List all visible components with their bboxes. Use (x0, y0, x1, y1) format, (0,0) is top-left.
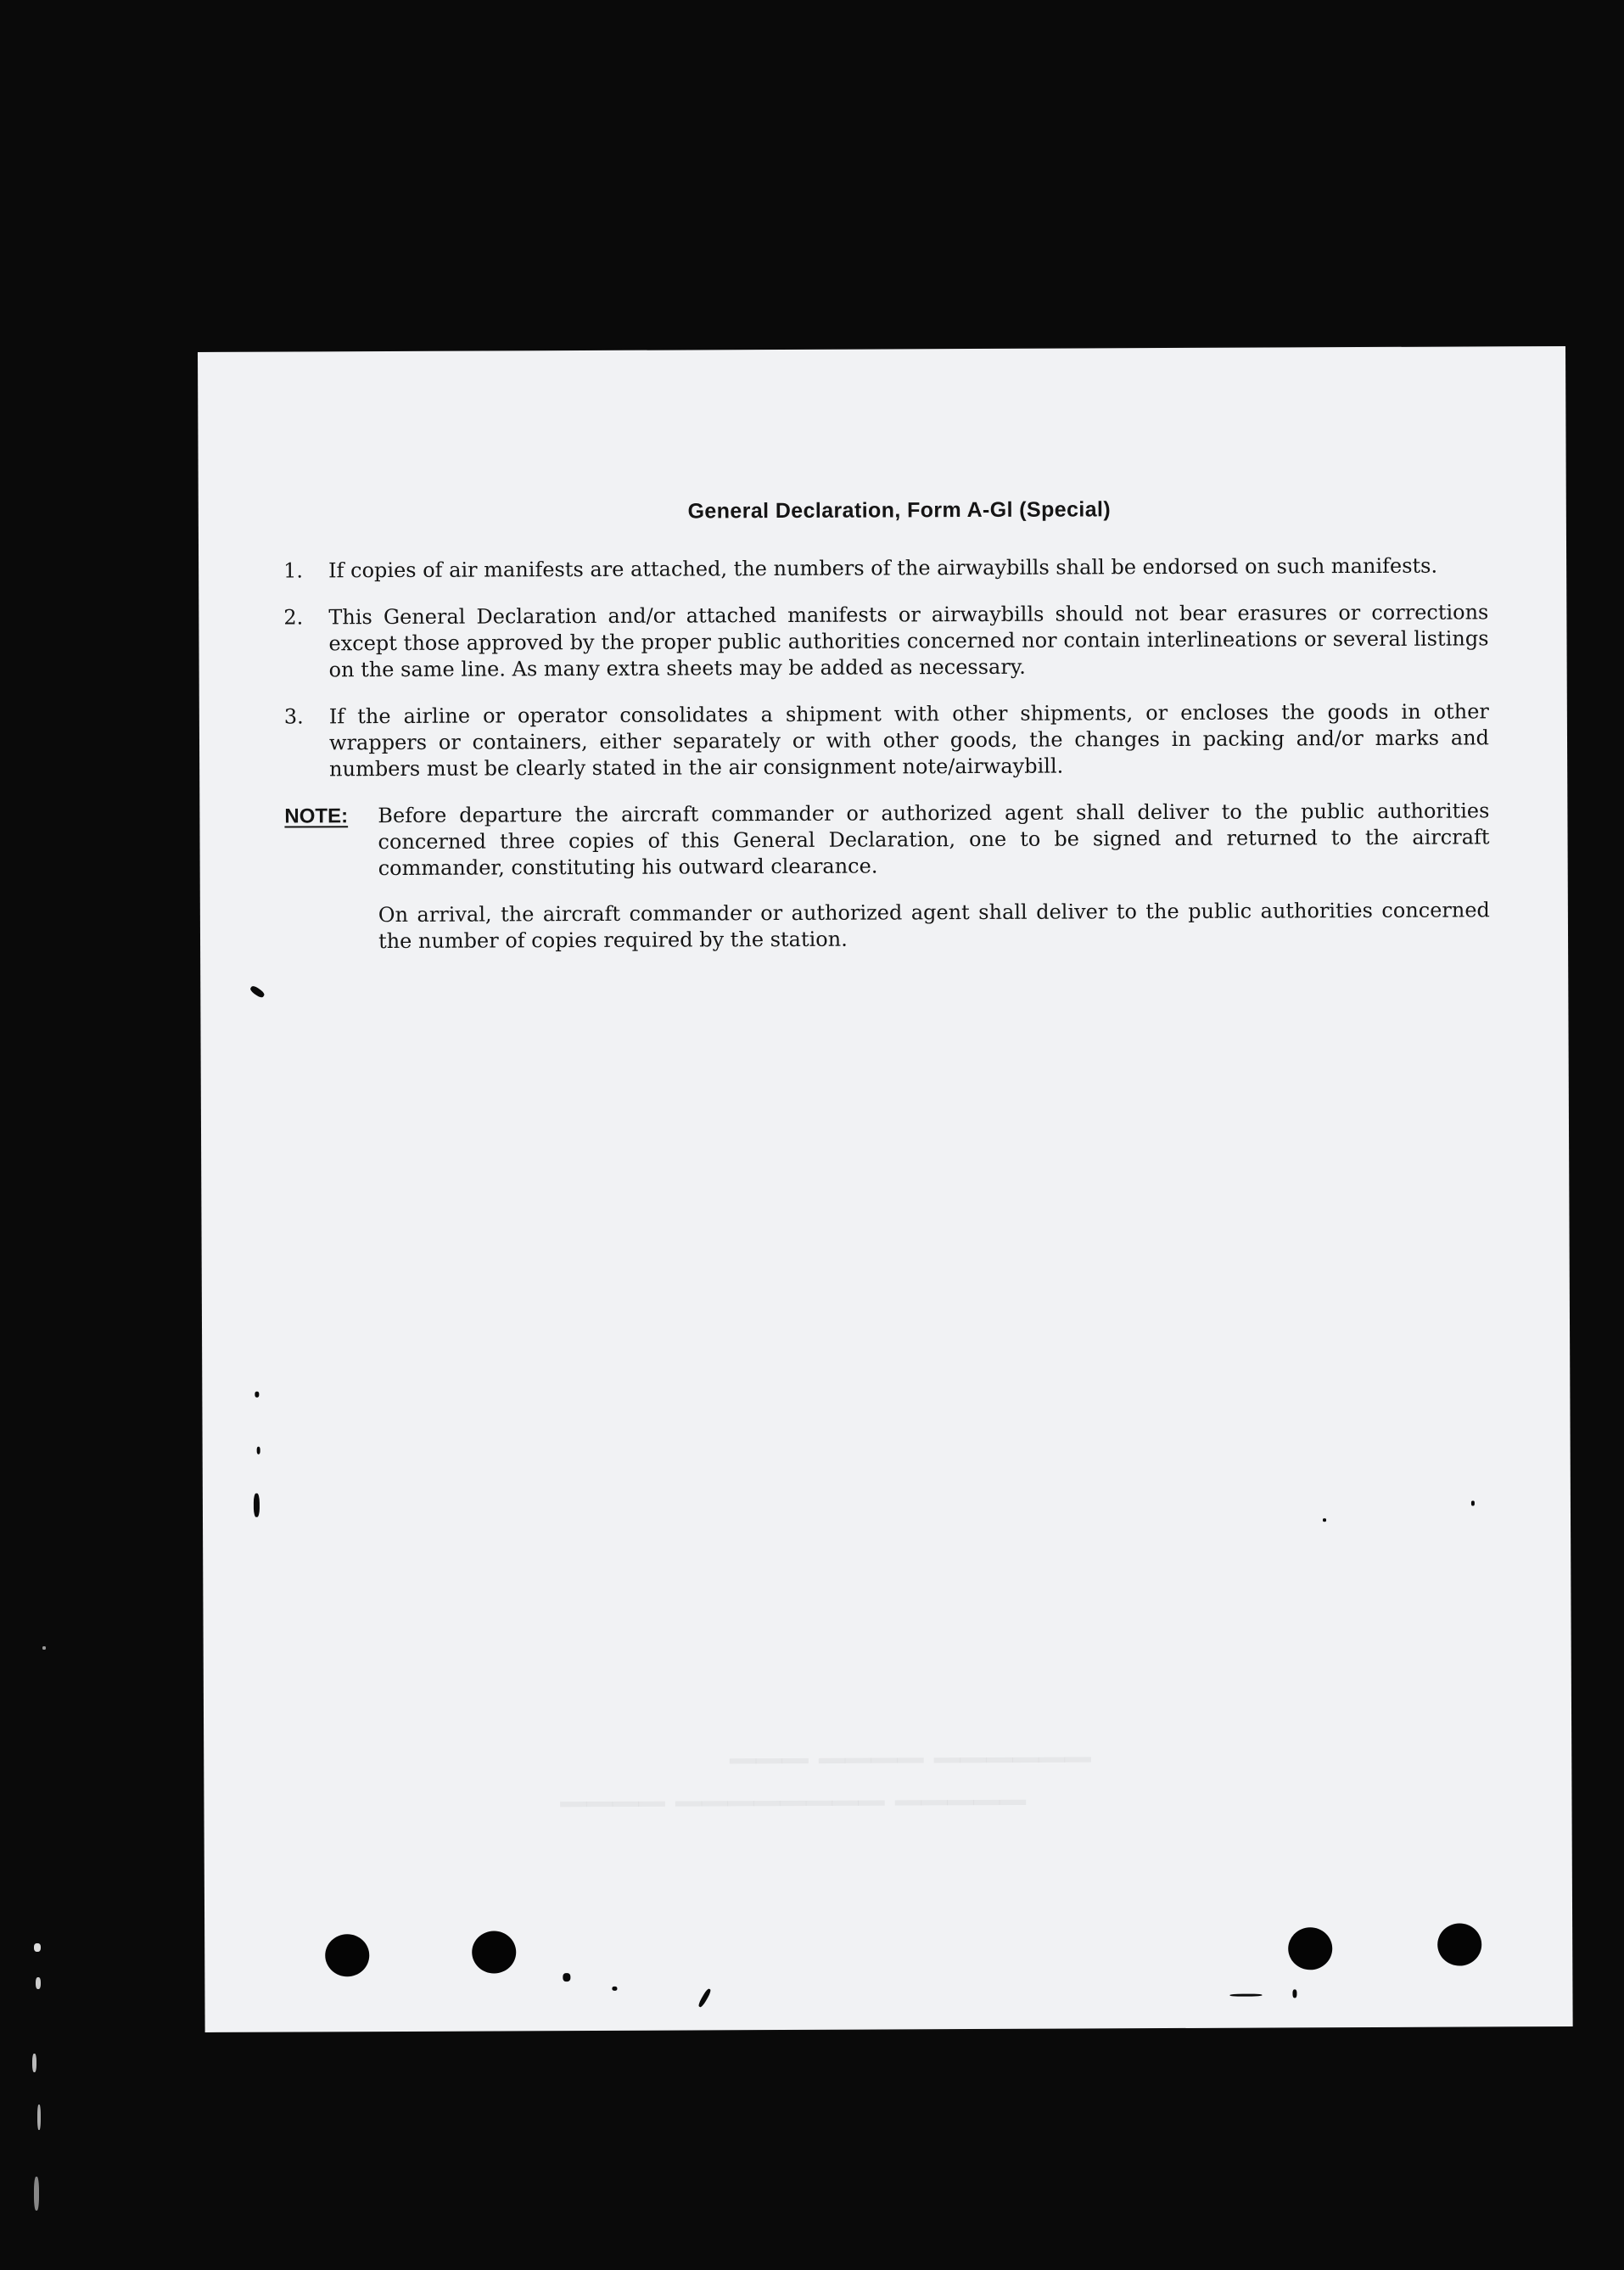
page-title: General Declaration, Form A-Gl (Special) (687, 497, 1112, 524)
ink-speck (697, 1988, 712, 2009)
item-text: If the airline or operator consolidates a shipment with other shipments, or encloses the goods in other wrappers or containers, either separately or with other goods, the changes in packing and/or marks and numbers must be clearly stated in the air consignment note/airwaybill. (328, 699, 1490, 782)
film-speck (32, 2054, 36, 2072)
item-text: This General Declaration and/or attached manifests or airwaybills should not bear erasures or corrections except those approved by the proper public authorities concerned nor contain interlineations or several listings on the same line. As many extra sheets may be added as necessary. (328, 600, 1489, 682)
item-number: 2. (283, 605, 304, 630)
film-speck (37, 2105, 41, 2130)
note-paragraph: On arrival, the aircraft commander or authorized agent shall deliver to the public authorities concerned the number of copies required by the station. (378, 898, 1490, 954)
film-speck (34, 2177, 39, 2211)
film-speck (42, 1646, 46, 1650)
ink-speck (257, 1447, 260, 1454)
item-number: 1. (283, 558, 304, 583)
ink-speck (1292, 1989, 1296, 1998)
show-through-text (560, 1800, 1026, 1841)
punch-hole (1288, 1927, 1332, 1970)
ink-speck (563, 1973, 570, 1981)
punch-hole (325, 1934, 369, 1976)
punch-hole (1437, 1923, 1481, 1965)
note-section (284, 798, 1490, 975)
film-speck (34, 1943, 41, 1952)
ink-speck (1323, 1518, 1326, 1522)
show-through-text (730, 1757, 1091, 1797)
note-label: NOTE: (284, 804, 349, 828)
ink-speck (249, 984, 266, 999)
instruction-item (283, 599, 1488, 683)
item-number: 3. (283, 704, 304, 729)
ink-speck (254, 1494, 260, 1517)
declaration-content (283, 495, 1490, 975)
film-speck (36, 1977, 41, 1989)
punch-hole (472, 1931, 516, 1973)
note-paragraph: Before departure the aircraft commander or authorized agent shall deliver to the public authorities concerned three copies of this General Declaration, one to be signed and returned to the aircraft commander, constituting his outward clearance. (378, 799, 1490, 881)
ink-speck (1229, 1994, 1262, 1997)
instruction-item (284, 698, 1489, 782)
ink-speck (255, 1392, 259, 1398)
ink-speck (612, 1987, 617, 1991)
item-text: If copies of air manifests are attached, the numbers of the airwaybills shall be endorsed on such manifests. (328, 553, 1438, 583)
declaration-sheet (198, 346, 1573, 2032)
instruction-item (283, 552, 1488, 584)
note-body (378, 798, 1490, 975)
ink-speck (1471, 1500, 1475, 1505)
